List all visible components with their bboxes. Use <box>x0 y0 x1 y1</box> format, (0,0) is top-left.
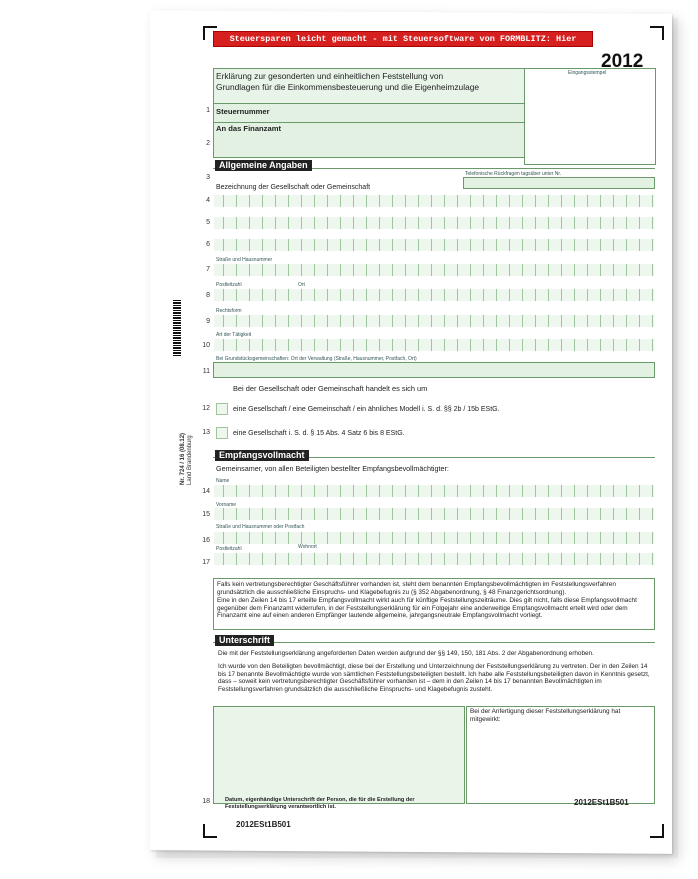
handelt-label: Bei der Gesellschaft oder Gemeinschaft handelt es sich um <box>233 384 428 393</box>
form-year: 2012 <box>601 51 644 72</box>
side-state: Land Brandenburg <box>187 435 193 485</box>
eingangsstempel-label: Eingangsstempel <box>568 70 607 76</box>
crop-mark-bottom-left <box>203 824 217 838</box>
form-code-bottom: 2012ESt1B501 <box>236 820 291 829</box>
crop-mark-top-right <box>650 26 664 40</box>
datum-signature-label: Datum, eigenhändige Unterschrift der Person, die für die Erstellung der Feststellungserklärung verantwortlich ist. <box>225 797 415 810</box>
section-empfangsvollmacht: Empfangsvollmacht <box>215 450 309 461</box>
row-number-17: 17 <box>202 559 210 566</box>
rechtsform-field[interactable] <box>214 315 654 327</box>
postleitzahl-label: Postleitzahl <box>216 282 242 288</box>
option-12-checkbox[interactable] <box>216 403 228 415</box>
row-number-4: 4 <box>206 197 210 204</box>
barcode <box>173 300 181 356</box>
bezeichnung-line-3[interactable] <box>214 239 654 251</box>
bezeichnung-label: Bezeichnung der Gesellschaft oder Gemeinschaft <box>216 184 371 191</box>
plz-wohnort-field[interactable] <box>214 553 654 565</box>
row-number-2: 2 <box>206 140 210 147</box>
row-number-12: 12 <box>202 405 210 412</box>
taetigkeit-label: Art der Tätigkeit <box>216 332 252 338</box>
row-number-8: 8 <box>206 292 210 299</box>
rechtsform-label: Rechtsform <box>216 308 242 314</box>
telefon-field[interactable] <box>463 177 655 189</box>
row-number-18: 18 <box>202 798 210 805</box>
signature-area[interactable] <box>213 706 465 804</box>
grundstueck-label: Bei Grundstücksgemeinschaften: Ort der Verwaltung (Straße, Hausnummer, Postfach, Ort) <box>216 356 417 362</box>
postleitzahl-label-2: Postleitzahl <box>216 546 242 552</box>
side-form-number: Nr. 724 / 16 (08.12) <box>180 432 186 485</box>
grundstueck-field[interactable] <box>213 362 655 378</box>
row-number-16: 16 <box>202 537 210 544</box>
plz-ort-field[interactable] <box>214 289 654 301</box>
vollmacht-text-1: Falls kein vertretungsberechtigter Geschäftsführer vorhanden ist, steht dem benannten Empfangsbevollmächtigten im Feststellungsverfahren grundsätzlich die ausschließliche Einspruchs- und Klagebefugnis zu (§ 352 Abgabenordnung, § 48 Finanzgerichtsordnung). <box>217 581 616 596</box>
row-number-6: 6 <box>206 241 210 248</box>
bezeichnung-line-1[interactable] <box>214 195 654 207</box>
steuernummer-label: Steuernummer <box>216 107 270 116</box>
telefon-label: Telefonische Rückfragen tagsüber unter Nr. <box>465 171 562 177</box>
finanzamt-label: An das Finanzamt <box>216 124 281 133</box>
row-number-14: 14 <box>202 488 210 495</box>
section-line <box>213 642 655 643</box>
strasse-postfach-label: Straße und Hausnummer oder Postfach <box>216 524 305 530</box>
ort-label: Ort <box>298 282 305 288</box>
form-code-right: 2012ESt1B501 <box>574 798 629 807</box>
row-number-1: 1 <box>206 107 210 114</box>
row-number-7: 7 <box>206 266 210 273</box>
option-13-checkbox[interactable] <box>216 427 228 439</box>
row-number-10: 10 <box>202 342 210 349</box>
wohnort-label: Wohnort <box>298 544 317 550</box>
strasse-label: Straße und Hausnummer <box>216 257 273 263</box>
name-label: Name <box>216 478 230 484</box>
strasse-postfach-field[interactable] <box>214 532 654 544</box>
form-title-line-2: Grundlagen für die Einkommensbesteuerung und die Eigenheimzulage <box>216 82 480 92</box>
form-title-line-1: Erklärung zur gesonderten und einheitlichen Feststellung von <box>216 71 444 81</box>
vorname-label: Vorname <box>216 502 237 508</box>
unterschrift-text-2: Ich wurde von den Beteiligten bevollmächtigt, diese bei der Erstellung und Unterzeichnung der Feststellungserklärung zu vertreten. Der in den Zeilen 14 bis 17 benannte Bevollmächtigte wurde von sämtlichen Feststellungsbeteiligten bestellt. Ich habe alle Feststellungsbeteiligten davon in Kenntnis gesetzt, dass – soweit kein vertretungsberechtigter Geschäftsführer vorhanden ist – dem in den Zeilen 14 bis 17 benannten Bevollmächtigten im Feststellungsverfahren grundsätzlich die ausschließliche Einspruchs- und Klagebefugnis zusteht. <box>218 663 650 693</box>
row-number-11: 11 <box>202 368 210 375</box>
name-field[interactable] <box>214 485 654 497</box>
strasse-field[interactable] <box>214 264 654 276</box>
section-unterschrift: Unterschrift <box>215 635 274 646</box>
mitgewirkt-label: Bei der Anfertigung dieser Feststellungserklärung hat mitgewirkt: <box>470 708 621 723</box>
bezeichnung-line-2[interactable] <box>214 217 654 229</box>
row-number-9: 9 <box>206 318 210 325</box>
gemeinsamer-label: Gemeinsamer, von allen Beteiligten bestellter Empfangsbevollmächtigter: <box>216 464 449 473</box>
option-12-label: eine Gesellschaft / eine Gemeinschaft / ein ähnliches Modell i. S. d. §§ 2b / 15b EStG. <box>233 406 500 413</box>
unterschrift-text-1: Die mit der Feststellungserklärung angeforderten Daten werden aufgrund der §§ 149, 150, 181 Abs. 2 der Abgabenordnung erhoben. <box>218 650 594 657</box>
row-number-13: 13 <box>202 429 210 436</box>
eingangsstempel-box <box>524 68 656 165</box>
crop-mark-bottom-right <box>650 824 664 838</box>
option-13-label: eine Gesellschaft i. S. d. § 15 Abs. 4 Satz 6 bis 8 EStG. <box>233 430 405 437</box>
row-number-3: 3 <box>206 174 210 181</box>
vollmacht-text-2: Eine in den Zeilen 14 bis 17 erteilte Empfangsvollmacht wirkt auch für künftige Feststellungszeiträume. Dies gilt nicht, falls diese Empfangsvollmacht gegenüber dem Finanzamt widerrufen, in der Feststellungserklärung für ein Folgejahr eine anderweitige Empfangsvollmacht erteilt wird oder dem Finanzamt eine auf einen anderen Empfänger lautende allgemeine, jahrgangsneutrale Empfangsvollmacht vorliegt. <box>217 597 637 620</box>
vorname-field[interactable] <box>214 508 654 520</box>
section-allgemeine-angaben: Allgemeine Angaben <box>215 160 312 171</box>
formblitz-banner-link[interactable]: Steuersparen leicht gemacht - mit Steuersoftware von FORMBLITZ: Hier klicken! <box>213 31 593 47</box>
row-number-5: 5 <box>206 219 210 226</box>
row-number-15: 15 <box>202 511 210 518</box>
taetigkeit-field[interactable] <box>214 339 654 351</box>
